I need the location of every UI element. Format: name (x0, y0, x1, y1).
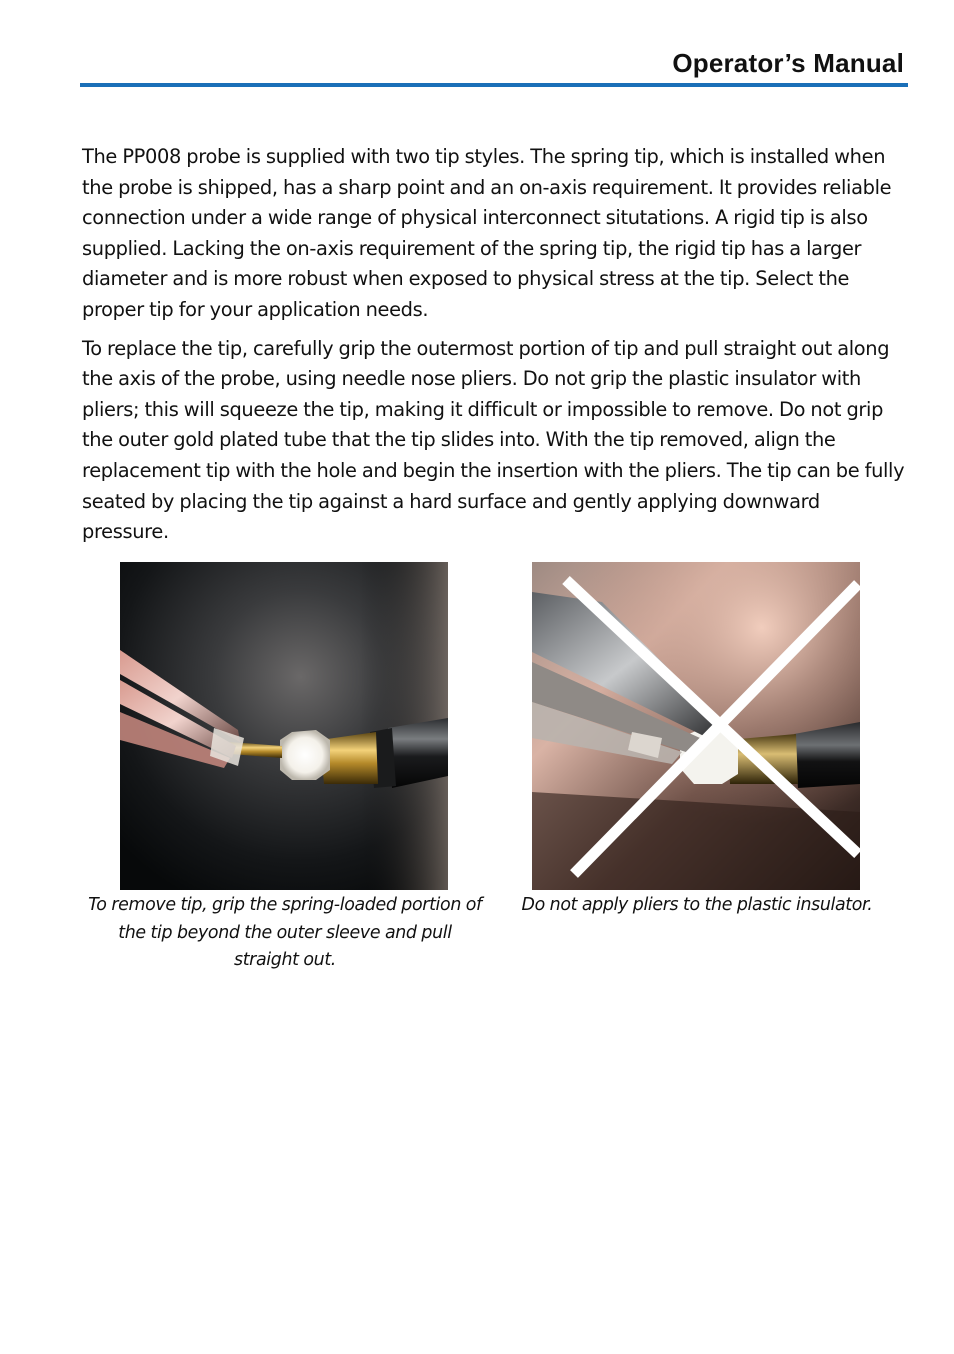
pliers-gripping-probe-tip-photo (120, 562, 448, 890)
paragraph-tip-styles: The PP008 probe is supplied with two tip styles. The spring tip, which is installed when the probe is shipped, has a sharp point and an on-axis requirement. It provides reliable connection under a wide range of physical interconnect situtations. A rigid tip is also supplied. Lacking the on-axis requirement of the spring tip, the rigid tip has a larger diameter and is more robust when exposed to physical stress at the tip. Select the proper tip for your application needs. (82, 145, 892, 321)
pliers-on-insulator-crossed-out-photo (532, 562, 860, 890)
page-header-title: Operator’s Manual (672, 48, 904, 78)
figure-incorrect-grip (532, 562, 860, 890)
header-rule (80, 83, 908, 87)
figure-caption-correct-grip: To remove tip, grip the spring-loaded portion of the tip beyond the outer sleeve and pull straight out. (88, 895, 482, 970)
body-text (82, 142, 906, 556)
figure-caption-incorrect-grip: Do not apply pliers to the plastic insulator. (521, 895, 873, 915)
paragraph-replace-tip: To replace the tip, carefully grip the outermost portion of tip and pull straight out along the axis of the probe, using needle nose pliers. Do not grip the plastic insulator with pliers; this will squeeze the tip, making it difficult or impossible to remove. Do not grip the outer gold plated tube that the tip slides into. With the tip removed, align the replacement tip with the hole and begin the insertion with the pliers. The tip can be fully seated by placing the tip against a hard surface and gently applying downward pressure. (82, 336, 905, 544)
figure-correct-grip (120, 562, 448, 890)
